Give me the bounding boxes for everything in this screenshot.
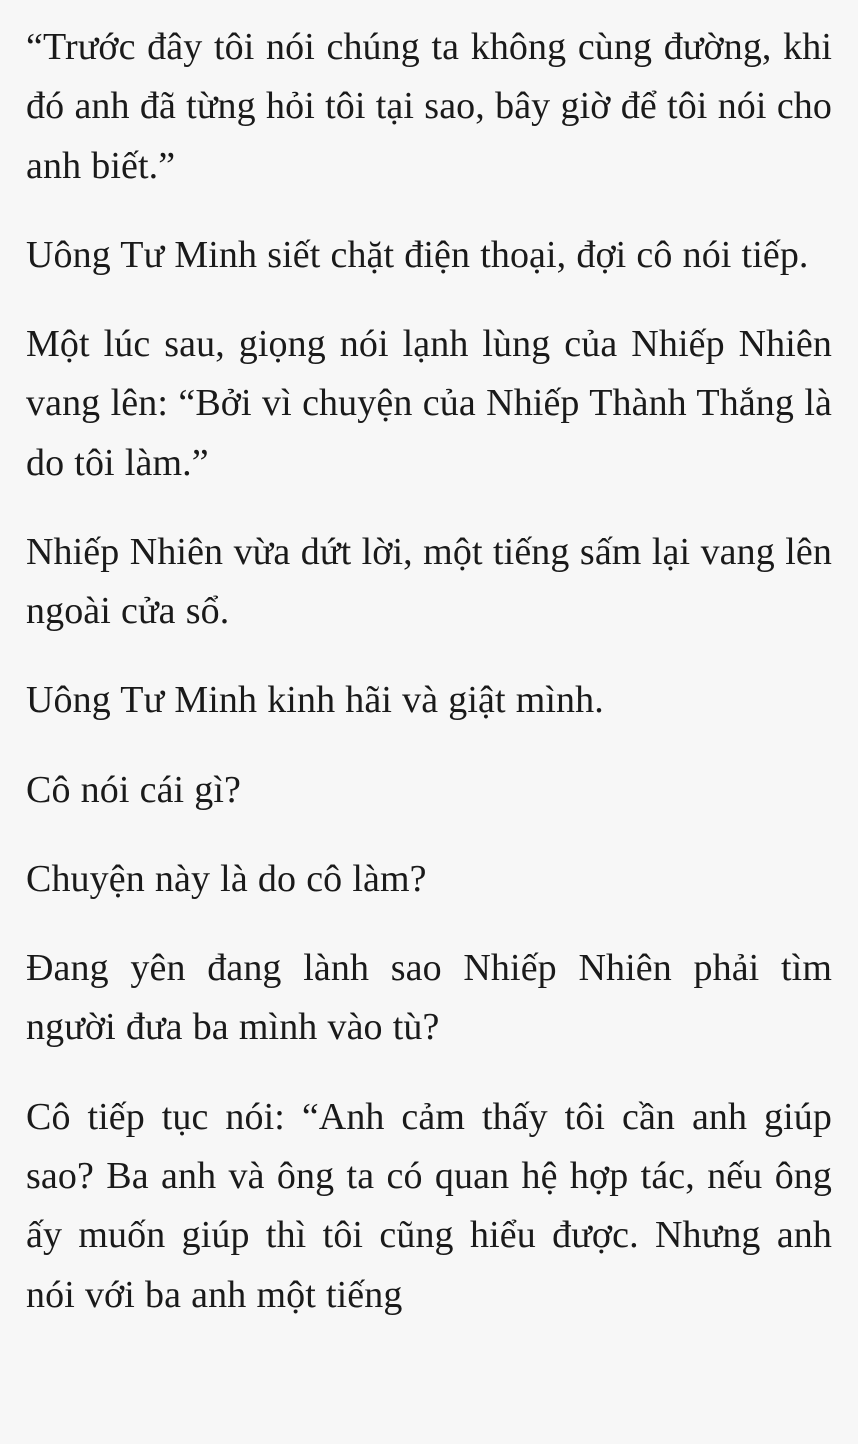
paragraph: Đang yên đang lành sao Nhiếp Nhiên phải tìm người đưa ba mình vào tù? [26,947,832,1049]
paragraph: Chuyện này là do cô làm? [26,857,427,900]
paragraph: Uông Tư Minh kinh hãi và giật mình. [26,679,604,722]
paragraph: Cô nói cái gì? [26,768,242,811]
paragraph: Cô tiếp tục nói: “Anh cảm thấy tôi cần anh giúp sao? Ba anh và ông ta có quan hệ hợp tác, nếu ông ấy muốn giúp thì tôi cũng hiểu được. Nhưng anh nói với ba anh một tiếng [26,1095,832,1316]
paragraph: Uông Tư Minh siết chặt điện thoại, đợi cô nói tiếp. [26,233,809,276]
paragraph: Một lúc sau, giọng nói lạnh lùng của Nhiếp Nhiên vang lên: “Bởi vì chuyện của Nhiếp Thành Thắng là do tôi làm.” [26,323,832,484]
paragraph: “Trước đây tôi nói chúng ta không cùng đường, khi đó anh đã từng hỏi tôi tại sao, bây giờ để tôi nói cho anh biết.” [26,26,832,187]
paragraph: Nhiếp Nhiên vừa dứt lời, một tiếng sấm lại vang lên ngoài cửa sổ. [26,530,832,633]
